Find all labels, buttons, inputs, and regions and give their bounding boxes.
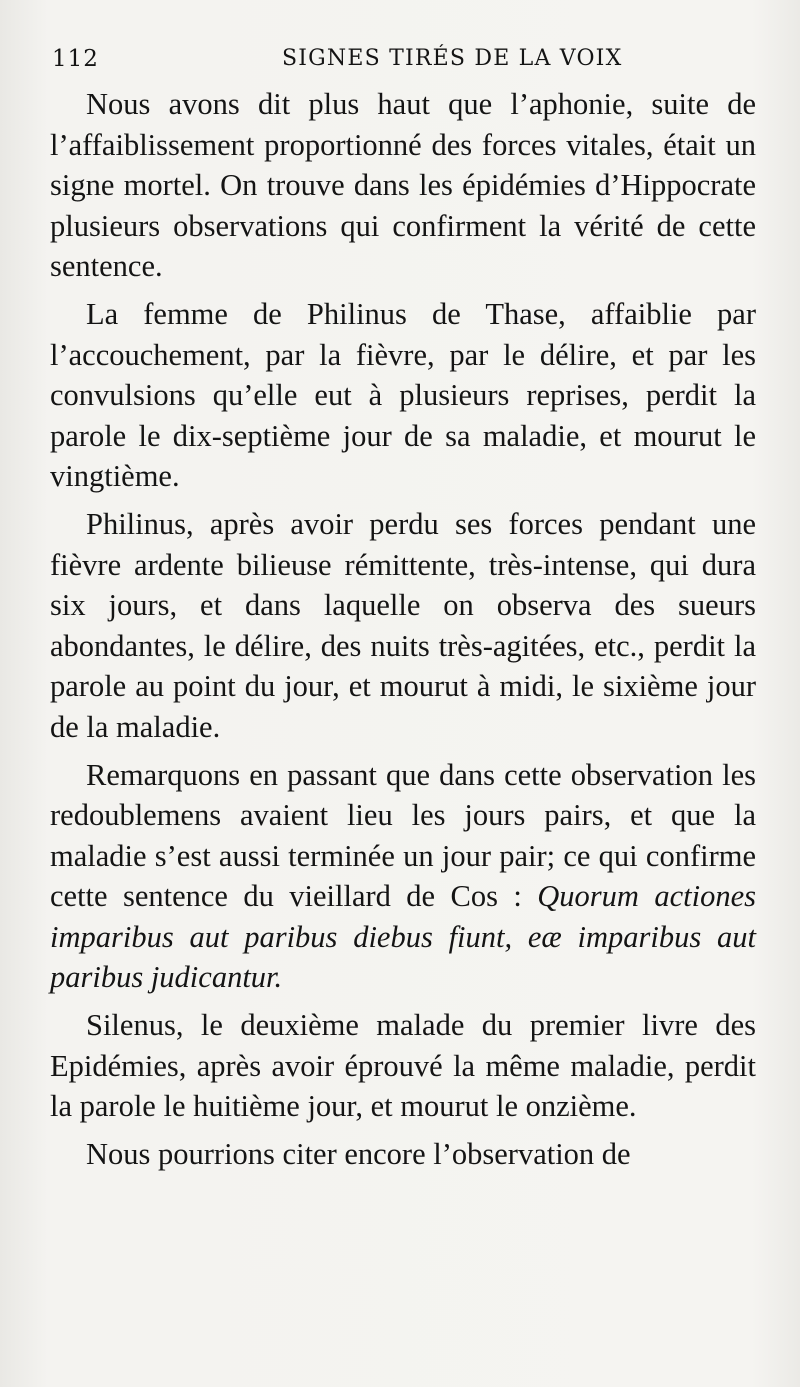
- paragraph-text: Remarquons en passant que dans cette observation les redoublemens avaient lieu les jours pairs, et que la maladie s’est aussi terminée un jour pair; ce qui confirme cette sentence du vieillard de Cos :: [50, 757, 756, 914]
- latin-quotation: Quorum actiones imparibus aut paribus diebus fiunt, eæ imparibus aut paribus judicantur.: [50, 879, 756, 995]
- paragraph-remarquons: [50, 755, 756, 999]
- paragraph-text: La femme de Philinus de Thase, affaiblie par l’accouchement, par la fièvre, par le délire, et par les convulsions qu’elle eut à plusieurs reprises, perdit la parole le dix-septième jour de sa maladie, et mourut le vingtième.: [50, 296, 756, 494]
- paragraph-text: Nous pourrions citer encore l’observation de: [86, 1136, 631, 1171]
- page-header: [52, 46, 740, 82]
- running-title: SIGNES TIRÉS DE LA VOIX: [282, 46, 623, 71]
- paragraph-text: Silenus, le deuxième malade du premier livre des Epidémies, après avoir éprouvé la même maladie, perdit la parole le huitième jour, et mourut le onzième.: [50, 1008, 756, 1124]
- page-number: 112: [52, 46, 99, 72]
- paragraph-philinus: [50, 504, 756, 748]
- body-text: [50, 84, 756, 1174]
- paragraph-text: Philinus, après avoir perdu ses forces pendant une fièvre ardente bilieuse rémittente, très-intense, qui dura six jours, et dans laquelle on observa des sueurs abondantes, le délire, des nuits très-agitées, etc., perdit la parole au point du jour, et mourut à midi, le sixième jour de la maladie.: [50, 506, 756, 744]
- paragraph-text: Nous avons dit plus haut que l’aphonie, suite de l’affaiblissement proportionné des forces vitales, était un signe mortel. On trouve dans les épidémies d’Hippocrate plusieurs observations qui confirment la vérité de cette sentence.: [50, 87, 756, 284]
- paragraph-aphonie: [50, 84, 756, 287]
- paragraph-silenus: [50, 1005, 756, 1127]
- paragraph-continuation: [50, 1134, 756, 1175]
- paragraph-femme-philinus: [50, 294, 756, 497]
